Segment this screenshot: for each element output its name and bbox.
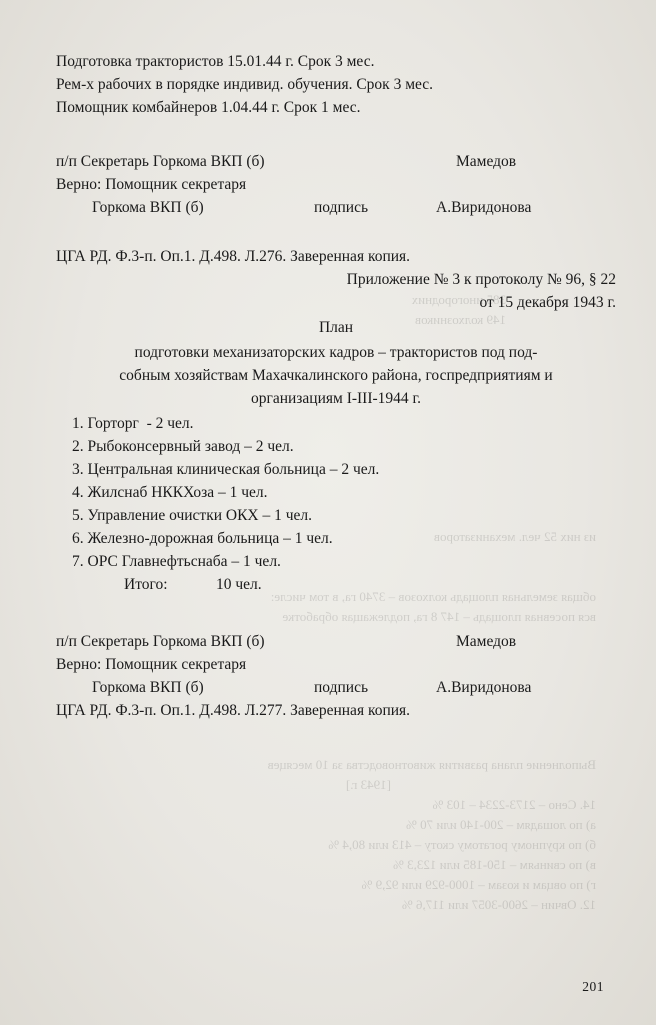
top-line-1: Подготовка трактористов 15.01.44 г. Срок 3 мес. bbox=[56, 53, 375, 70]
archive-reference-2: ЦГА РД. Ф.3-п. Оп.1. Д.498. Л.277. Заверенная копия. bbox=[56, 702, 411, 719]
list-item: 1. Горторг - 2 чел. bbox=[72, 415, 194, 432]
signature-block-1 bbox=[56, 150, 616, 219]
signature-1-role: п/п Секретарь Горкома ВКП (б) bbox=[56, 153, 265, 170]
show-through-line: вся посевная площадь – 147 8 га, подлежащая обработке bbox=[282, 609, 596, 624]
show-through-line: 12. Овчин – 2600-3057 или 117,6 % bbox=[401, 897, 596, 912]
plan-subtitle-line-2: собным хозяйствам Махачкалинского района, госпредприятиям и bbox=[119, 367, 553, 384]
top-line-3: Помощник комбайнеров 1.04.44 г. Срок 1 мес. bbox=[56, 99, 361, 116]
show-through-line: [1943 г.] bbox=[345, 777, 391, 792]
list-item: 4. Жилснаб НККХоза – 1 чел. bbox=[72, 484, 268, 501]
show-through-line: в) по свиньям – 150-185 или 123,3 % bbox=[393, 857, 596, 872]
signature-1-secretary-name: А.Виридонова bbox=[436, 199, 532, 216]
list-item: 2. Рыбоконсервный завод – 2 чел. bbox=[72, 438, 294, 455]
show-through-line: 149 колхозников bbox=[414, 312, 506, 327]
signature-2-signature-label: подпись bbox=[314, 679, 369, 696]
list-item: 5. Управление очистки ОКХ – 1 чел. bbox=[72, 507, 313, 524]
list-item: 6. Железно-дорожная больница – 1 чел. bbox=[72, 530, 333, 547]
signature-2-name: Мамедов bbox=[456, 633, 517, 650]
list-item: 7. ОРС Главнефтьснаба – 1 чел. bbox=[72, 553, 281, 570]
show-through-line: из них 52 чел. механизаторов bbox=[433, 529, 596, 544]
show-through-line: а) по лошадям – 200-140 или 70 % bbox=[406, 817, 596, 832]
plan-subtitle-line-1: подготовки механизаторских кадров – трактористов под под- bbox=[134, 344, 538, 361]
page-number: 201 bbox=[582, 979, 604, 994]
plan-subtitle bbox=[36, 341, 636, 410]
show-through-line: общая земельная площадь колхозов – 3740 га, в том числе: bbox=[270, 589, 596, 604]
signature-1-signature-label: подпись bbox=[314, 199, 369, 216]
signature-1-name: Мамедов bbox=[456, 153, 517, 170]
appendix-protocol-line: Приложение № 3 к протоколу № 96, § 22 bbox=[346, 271, 616, 288]
show-through-line: 385 иногородних bbox=[411, 292, 506, 307]
show-through-line: Выполнение плана развития животноводства за 10 месяцев bbox=[267, 757, 596, 772]
appendix-date-line: от 15 декабря 1943 г. bbox=[479, 294, 616, 311]
plan-subtitle-line-3: организациям I-III-1944 г. bbox=[250, 390, 422, 407]
show-through-line: 14. Сено – 2173-2234 – 103 % bbox=[432, 797, 596, 812]
appendix-header bbox=[56, 268, 616, 314]
plan-title: План bbox=[318, 319, 354, 336]
signature-1-verified: Верно: Помощник секретаря bbox=[56, 176, 247, 193]
signature-2-secretary-name: А.Виридонова bbox=[436, 679, 532, 696]
signature-2-verified: Верно: Помощник секретаря bbox=[56, 656, 247, 673]
organization-list bbox=[72, 412, 632, 596]
signature-2-role: п/п Секретарь Горкома ВКП (б) bbox=[56, 633, 265, 650]
top-section bbox=[56, 50, 616, 119]
signature-block-2 bbox=[56, 630, 616, 722]
show-through-line: г) по овцам и козам – 1000-929 или 92,9 % bbox=[361, 877, 596, 892]
archive-reference-1: ЦГА РД. Ф.3-п. Оп.1. Д.498. Л.276. Заверенная копия. bbox=[56, 248, 411, 265]
signature-1-org: Горкома ВКП (б) bbox=[92, 199, 204, 216]
total-value: 10 чел. bbox=[216, 576, 262, 593]
show-through-line: б) по крупному рогатому скоту – 413 или 80,4 % bbox=[328, 837, 596, 852]
list-item: 3. Центральная клиническая больница – 2 чел. bbox=[72, 461, 380, 478]
top-line-2: Рем-х рабочих в порядке индивид. обучения. Срок 3 мес. bbox=[56, 76, 434, 93]
signature-2-org: Горкома ВКП (б) bbox=[92, 679, 204, 696]
total-label: Итого: bbox=[124, 576, 168, 593]
